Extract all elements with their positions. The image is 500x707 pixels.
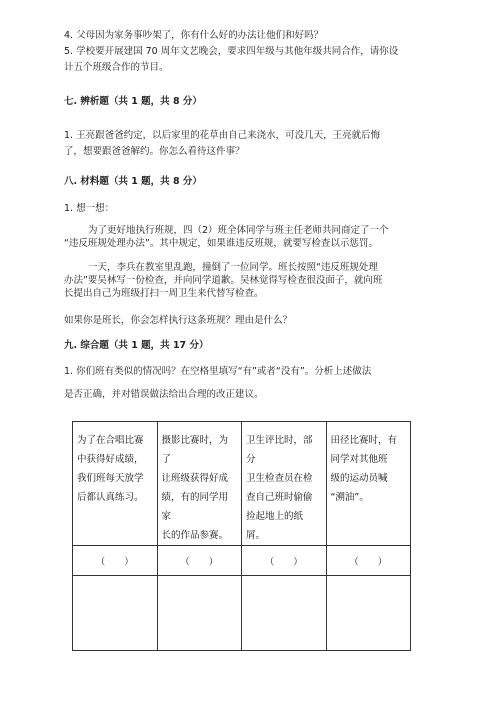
section-7-heading: 七. 辨析题（共 1 题，共 8 分）	[64, 96, 202, 107]
question-5-line-1: 5. 学校要开展建国 70 周年文艺晚会，要求四年级与其他年级共同合作，请你设	[64, 46, 399, 57]
table-cell	[326, 422, 411, 546]
material-paragraph-2-line-3: 长提出自己为班级打扫一周卫生来代替写检查。	[64, 288, 264, 299]
situation-text-4: 田径比赛时，有 同学对其他班 级的运动员喊 “溯油”。	[330, 435, 398, 503]
situation-text-3: 卫生评比时，部分 卫生检查员在检 查自己班时偷偷 捡起地上的纸屑。	[246, 435, 313, 541]
suggestion-cell-3[interactable]	[242, 576, 327, 651]
section-7-question-line-2: 了，想要跟爸爸解约。你怎么看待这件事？	[64, 146, 245, 157]
situation-text-2: 摄影比赛时，为了 让班级获得好成 绩，有的同学用家 长的作品参赛。	[161, 435, 229, 541]
section-9-question-line-2: 是否正确，并对错误做法给出合理的改正建议。	[64, 389, 264, 400]
table-cell	[242, 422, 327, 546]
situation-text-1: 为了在合唱比赛 中获得好成绩， 我们班每天放学 后都认真练习。	[77, 435, 144, 503]
suggestion-cell-1[interactable]	[73, 576, 158, 651]
table-cell	[73, 422, 158, 546]
answer-blank-2[interactable]: （ ）	[157, 546, 242, 576]
section-8-heading: 八. 材料题（共 1 题，共 8 分）	[64, 176, 202, 187]
table-row	[73, 422, 411, 546]
material-paragraph-1-line-1: 为了更好地执行班规，四（2）班全体同学与班主任老师共同商定了一个	[88, 225, 389, 236]
table-row	[73, 546, 411, 576]
section-7-question-line-1: 1. 王亮跟爸爸约定，以后家里的花草由自己来浇水，可没几天，王亮就后悔	[64, 130, 381, 141]
material-paragraph-2-line-2: 办法”要吴林写一份检查，并向同学道歉。吴林觉得写检查很没面子，就向班	[64, 275, 383, 286]
section-9-question-line-1: 1. 你们班有类似的情况吗？在空格里填写“有”或者“没有”。分析上述做法	[64, 366, 372, 377]
material-paragraph-2-line-1: 一天，李兵在教室里乱跑，撞倒了一位同学。班长按照“违反班规处理	[88, 262, 378, 273]
section-9-heading: 九. 综合题（共 1 题，共 17 分）	[64, 340, 209, 351]
situation-table	[72, 421, 411, 651]
suggestion-cell-2[interactable]	[157, 576, 242, 651]
suggestion-cell-4[interactable]	[326, 576, 411, 651]
table-row	[73, 576, 411, 651]
section-8-ask: 如果你是班长，你会怎样执行这条班规？理由是什么？	[64, 315, 293, 326]
section-8-question-label: 1. 想一想：	[64, 203, 115, 214]
answer-blank-4[interactable]: （ ）	[326, 546, 411, 576]
question-4: 4. 父母因为家务事吵架了，你有什么好的办法让他们和好吗？	[64, 30, 324, 41]
table-cell	[157, 422, 242, 546]
answer-blank-1[interactable]: （ ）	[73, 546, 158, 576]
material-paragraph-1-line-2: “违反班规处理办法”。其中规定，如果谁违反班规，就要写检查以示惩罚。	[64, 238, 378, 249]
answer-blank-3[interactable]: （ ）	[242, 546, 327, 576]
question-5-line-2: 计五个班级合作的节目。	[64, 62, 169, 73]
